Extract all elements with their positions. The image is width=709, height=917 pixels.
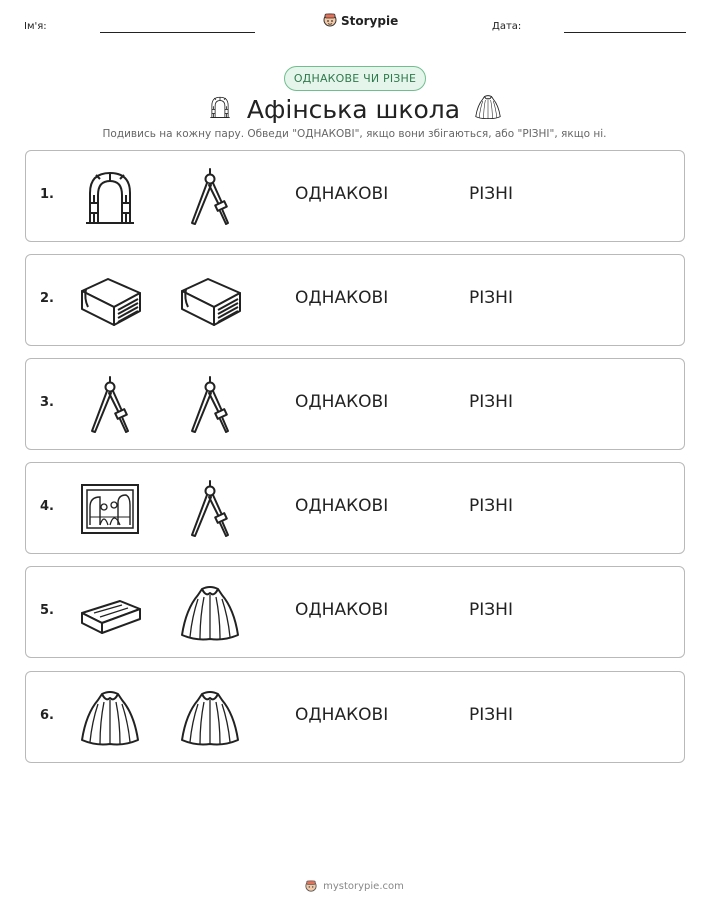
- comparison-row: [25, 358, 685, 450]
- different-option[interactable]: РІЗНІ: [469, 600, 513, 620]
- different-option[interactable]: РІЗНІ: [469, 705, 513, 725]
- name-label: Ім'я:: [24, 21, 47, 32]
- tablet-icon: [78, 581, 142, 645]
- comparison-row: [25, 566, 685, 658]
- storypie-mascot-icon: [323, 13, 337, 28]
- row-number: 6.: [40, 708, 54, 723]
- compass-icon: [78, 373, 142, 437]
- date-line[interactable]: [564, 32, 686, 33]
- same-option[interactable]: ОДНАКОВІ: [295, 496, 389, 516]
- row-number: 5.: [40, 603, 54, 618]
- name-line[interactable]: [100, 32, 255, 33]
- cloak-icon: [178, 686, 242, 750]
- footer-mascot-icon: [305, 880, 317, 893]
- same-option[interactable]: ОДНАКОВІ: [295, 184, 389, 204]
- footer: [0, 880, 709, 893]
- title-arch-icon: [207, 94, 233, 124]
- comparison-row: [25, 671, 685, 763]
- brand-logo: [323, 13, 398, 28]
- book-icon: [178, 269, 242, 333]
- same-option[interactable]: ОДНАКОВІ: [295, 600, 389, 620]
- title-cloak-icon: [474, 93, 502, 125]
- row-number: 3.: [40, 395, 54, 410]
- cloak-icon: [78, 686, 142, 750]
- different-option[interactable]: РІЗНІ: [469, 288, 513, 308]
- brand-name: Storypie: [341, 13, 399, 28]
- cloak-icon: [178, 581, 242, 645]
- same-option[interactable]: ОДНАКОВІ: [295, 392, 389, 412]
- row-number: 4.: [40, 499, 54, 514]
- date-label: Дата:: [492, 21, 522, 32]
- different-option[interactable]: РІЗНІ: [469, 496, 513, 516]
- comparison-row: [25, 462, 685, 554]
- different-option[interactable]: РІЗНІ: [469, 392, 513, 412]
- compass-icon: [178, 165, 242, 229]
- same-option[interactable]: ОДНАКОВІ: [295, 705, 389, 725]
- book-icon: [78, 269, 142, 333]
- footer-url[interactable]: mystorypie.com: [323, 881, 404, 892]
- different-option[interactable]: РІЗНІ: [469, 184, 513, 204]
- row-number: 1.: [40, 187, 54, 202]
- page-title: Афінська школа: [246, 94, 461, 124]
- instructions: Подивись на кожну пару. Обведи "ОДНАКОВІ", якщо вони збігаються, або "РІЗНІ", якщо ні.: [102, 128, 607, 140]
- painting-icon: [78, 477, 142, 541]
- worksheet-type-badge: ОДНАКОВЕ ЧИ РІЗНЕ: [284, 66, 426, 91]
- row-number: 2.: [40, 291, 54, 306]
- same-option[interactable]: ОДНАКОВІ: [295, 288, 389, 308]
- compass-icon: [178, 477, 242, 541]
- comparison-row: [25, 254, 685, 346]
- arch-icon: [78, 165, 142, 229]
- compass-icon: [178, 373, 242, 437]
- title-row: [0, 90, 709, 128]
- comparison-row: [25, 150, 685, 242]
